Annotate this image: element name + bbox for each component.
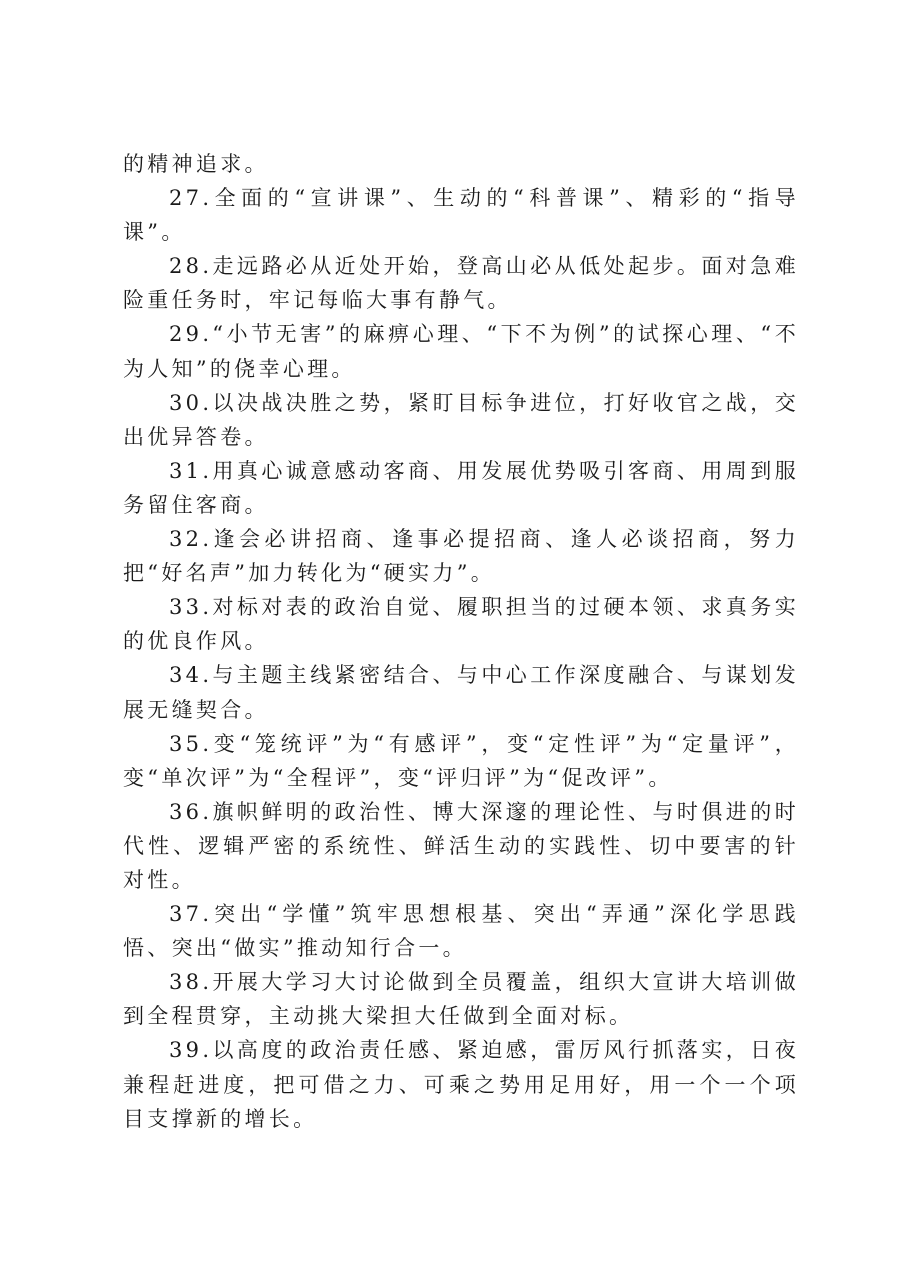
paragraph-item-27: 27.全面的“宣讲课”、生动的“科普课”、精彩的“指导课”。: [123, 186, 799, 245]
paragraph-item-30: 30.以决战决胜之势，紧盯目标争进位，打好收官之战，交出优异答卷。: [123, 390, 799, 449]
paragraph-item-38: 38.开展大学习大讨论做到全员覆盖，组织大宣讲大培训做到全程贯穿，主动挑大梁担大任做到全面对标。: [123, 970, 799, 1029]
paragraph-item-31: 31.用真心诚意感动客商、用发展优势吸引客商、用周到服务留住客商。: [123, 458, 799, 517]
document-body: [123, 147, 799, 1136]
paragraph-item-33: 33.对标对表的政治自觉、履职担当的过硬本领、求真务实的优良作风。: [123, 595, 799, 654]
paragraph-continuation: 的精神追求。: [123, 152, 269, 176]
paragraph-item-36: 36.旗帜鲜明的政治性、博大深邃的理论性、与时俱进的时代性、逻辑严密的系统性、鲜活生动的实践性、切中要害的针对性。: [123, 799, 799, 892]
paragraph-item-35: 35.变“笼统评”为“有感评”，变“定性评”为“定量评”，变“单次评”为“全程评”，变“评归评”为“促改评”。: [123, 731, 799, 790]
paragraph-item-37: 37.突出“学懂”筑牢思想根基、突出“弄通”深化学思践悟、突出“做实”推动知行合一。: [123, 902, 799, 961]
paragraph-item-32: 32.逢会必讲招商、逢事必提招商、逢人必谈招商，努力把“好名声”加力转化为“硬实力”。: [123, 527, 799, 586]
paragraph-item-34: 34.与主题主线紧密结合、与中心工作深度融合、与谋划发展无缝契合。: [123, 663, 799, 722]
paragraph-item-29: 29.“小节无害”的麻痹心理、“下不为例”的试探心理、“不为人知”的侥幸心理。: [123, 322, 799, 381]
paragraph-item-39: 39.以高度的政治责任感、紧迫感，雷厉风行抓落实，日夜兼程赶进度，把可借之力、可乘之势用足用好，用一个一个项目支撑新的增长。: [123, 1038, 799, 1131]
paragraph-item-28: 28.走远路必从近处开始，登高山必从低处起步。面对急难险重任务时，牢记每临大事有静气。: [123, 254, 799, 313]
